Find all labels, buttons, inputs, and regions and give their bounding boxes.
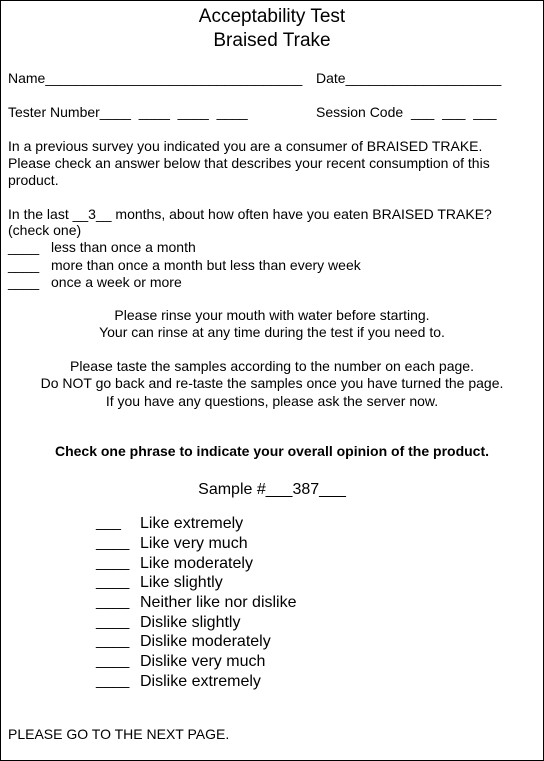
scale-label: Dislike extremely [140, 673, 261, 690]
session-code-field[interactable]: Session Code ___ ___ ___ [316, 104, 497, 120]
scale-blank[interactable]: ____ [96, 534, 130, 551]
scale-blank[interactable]: ____ [96, 652, 130, 669]
intro-line: In a previous survey you indicated you are a consumer of BRAISED TRAKE. [8, 138, 483, 154]
name-field[interactable]: Name_________________________________ [8, 70, 303, 86]
scale-label: Like extremely [140, 515, 244, 532]
scale-blank[interactable]: ____ [96, 573, 130, 590]
intro-line: product. [8, 172, 59, 188]
option-blank[interactable]: ____ [8, 274, 40, 290]
rinse-instruction: Your can rinse at any time during the test if you need to. [99, 324, 445, 340]
scale-label: Dislike moderately [140, 633, 271, 650]
scale-label: Like slightly [140, 574, 223, 591]
option-blank[interactable]: ____ [8, 257, 40, 273]
scale-label: Dislike slightly [140, 614, 241, 631]
date-field[interactable]: Date____________________ [316, 70, 502, 86]
tasting-instruction: Do NOT go back and re-taste the samples once you have turned the page. [40, 375, 504, 391]
scale-label: Like very much [140, 535, 248, 552]
scale-blank[interactable]: ____ [96, 593, 130, 610]
scale-label: Dislike very much [140, 653, 266, 670]
intro-line: Please check an answer below that describes your recent consumption of this [8, 155, 490, 171]
rinse-instruction: Please rinse your mouth with water before starting. [114, 307, 430, 323]
scale-blank[interactable]: ____ [96, 672, 130, 689]
scale-label: Like moderately [140, 555, 253, 572]
form-title: Acceptability Test [198, 6, 346, 27]
footer-note: PLEASE GO TO THE NEXT PAGE. [8, 726, 230, 742]
option-label: less than once a month [51, 239, 196, 255]
scale-blank[interactable]: ____ [96, 554, 130, 571]
scale-blank[interactable]: ____ [96, 613, 130, 630]
opinion-heading: Check one phrase to indicate your overall opinion of the product. [54, 443, 490, 459]
scale-blank[interactable]: ___ [96, 514, 122, 531]
tester-number-field[interactable]: Tester Number____ ____ ____ ____ [8, 104, 248, 120]
tasting-instruction: If you have any questions, please ask the server now. [105, 393, 439, 409]
option-label: more than once a month but less than every week [51, 257, 361, 273]
scale-label: Neither like nor dislike [140, 594, 297, 611]
sample-number: Sample #___387___ [198, 481, 346, 498]
form-subtitle: Braised Trake [213, 30, 331, 51]
scale-blank[interactable]: ____ [96, 632, 130, 649]
check-one-note: (check one) [8, 222, 82, 238]
consumption-question: In the last __3__ months, about how often have you eaten BRAISED TRAKE? [8, 206, 492, 222]
tasting-instruction: Please taste the samples according to the number on each page. [70, 358, 474, 374]
option-label: once a week or more [51, 274, 182, 290]
option-blank[interactable]: ____ [8, 239, 40, 255]
